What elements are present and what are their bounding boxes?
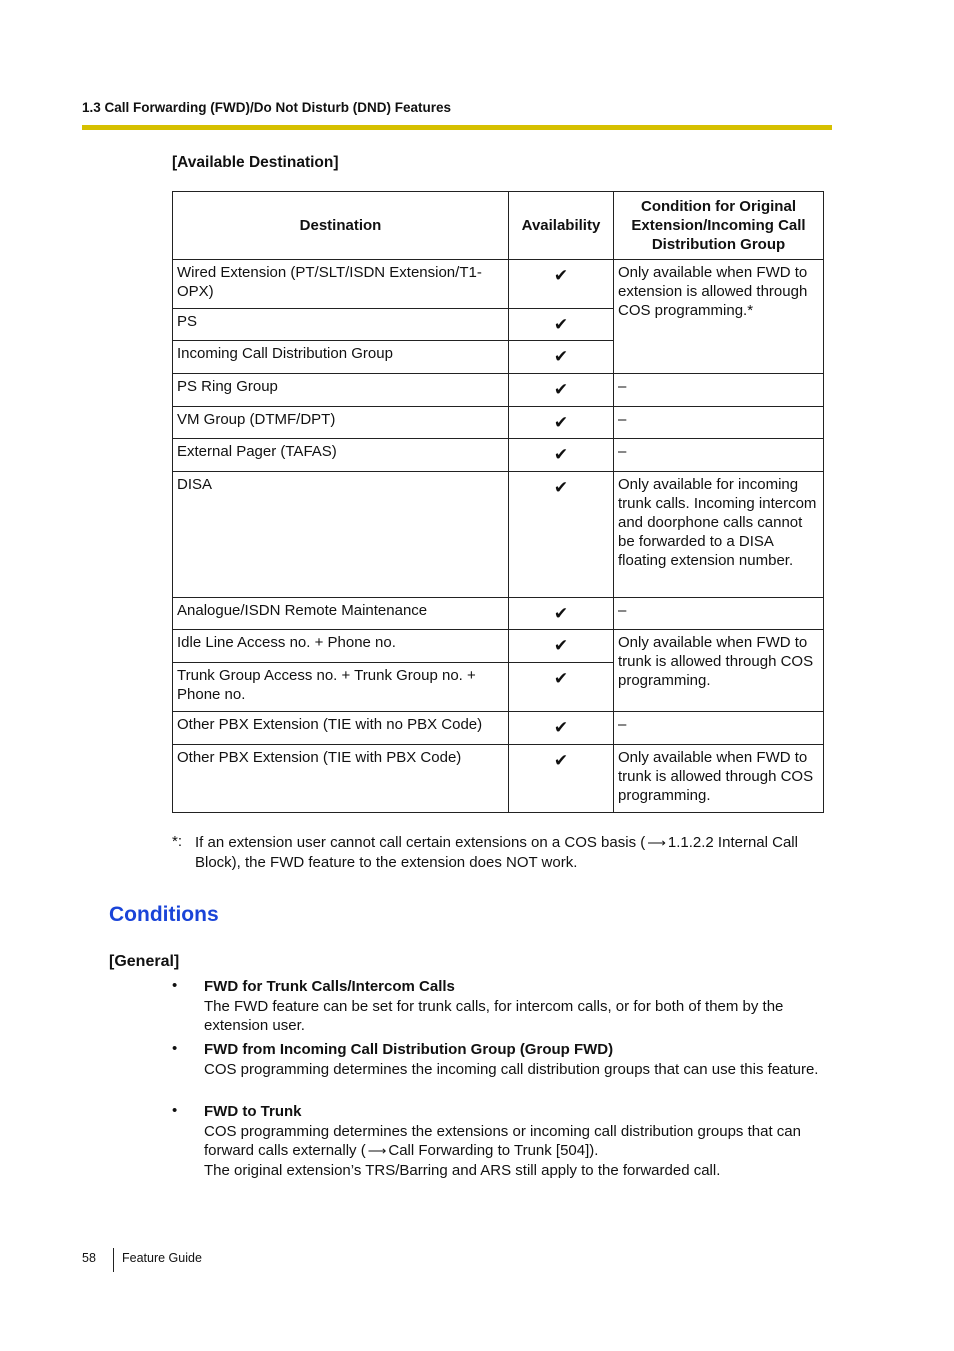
- destination-cell: Idle Line Access no. + Phone no.: [173, 630, 509, 663]
- footer-label: Feature Guide: [122, 1251, 202, 1265]
- availability-check: ✔: [509, 341, 614, 374]
- availability-check: ✔: [509, 439, 614, 472]
- condition-item-body: [204, 1122, 834, 1161]
- destination-cell: PS Ring Group: [173, 374, 509, 407]
- header-rule: [82, 125, 832, 130]
- availability-check: ✔: [509, 598, 614, 630]
- bullet-icon: •: [172, 977, 178, 994]
- destination-cell: Trunk Group Access no. + Trunk Group no. + Phone no.: [173, 663, 509, 712]
- condition-item-title: FWD to Trunk: [204, 1103, 302, 1120]
- col-header-destination: Destination: [173, 192, 509, 260]
- availability-check: ✔: [509, 745, 614, 813]
- condition-cell: –: [614, 407, 824, 439]
- section-title: [Available Destination]: [172, 154, 339, 171]
- table-row: [173, 630, 824, 663]
- table-row: [173, 598, 824, 630]
- condition-item: [204, 977, 834, 1036]
- page-number: 58: [82, 1251, 96, 1265]
- condition-item: [204, 1102, 834, 1180]
- running-header: 1.3 Call Forwarding (FWD)/Do Not Disturb (DND) Features: [82, 100, 452, 115]
- table-row: [173, 374, 824, 407]
- condition-item-body: The FWD feature can be set for trunk calls, for intercom calls, or for both of them by the extension user.: [204, 997, 784, 1034]
- destination-cell: Analogue/ISDN Remote Maintenance: [173, 598, 509, 630]
- table-row: [173, 439, 824, 472]
- availability-check: ✔: [509, 472, 614, 598]
- destination-cell: Wired Extension (PT/SLT/ISDN Extension/T1-OPX): [173, 260, 509, 309]
- condition-item-body-2: The original extension’s TRS/Barring and ARS still apply to the forwarded call.: [204, 1161, 721, 1179]
- footnote-text: [195, 833, 835, 873]
- table-row: [173, 472, 824, 598]
- col-header-condition: Condition for Original Extension/Incoming Call Distribution Group: [614, 192, 824, 260]
- availability-check: ✔: [509, 260, 614, 309]
- destination-cell: PS: [173, 309, 509, 341]
- footer-separator: [113, 1248, 114, 1272]
- table-row: [173, 407, 824, 439]
- arrow-right-icon: ⟶: [647, 835, 666, 851]
- condition-item-body-before: COS programming determines the extensions or incoming call distribution groups that can forward calls externally (: [204, 1122, 801, 1159]
- condition-cell: –: [614, 374, 824, 407]
- condition-item-body: COS programming determines the incoming call distribution groups that can use this feature.: [204, 1060, 819, 1078]
- destination-cell: External Pager (TAFAS): [173, 439, 509, 472]
- destination-cell: DISA: [173, 472, 509, 598]
- footnote-text-before: If an extension user cannot call certain extensions on a COS basis (: [195, 834, 646, 851]
- general-heading: [General]: [109, 953, 180, 970]
- col-header-availability: Availability: [509, 192, 614, 260]
- destination-cell: VM Group (DTMF/DPT): [173, 407, 509, 439]
- availability-check: ✔: [509, 630, 614, 663]
- destination-cell: Other PBX Extension (TIE with no PBX Code): [173, 712, 509, 745]
- condition-cell: –: [614, 439, 824, 472]
- destination-cell: Other PBX Extension (TIE with PBX Code): [173, 745, 509, 813]
- table-header-row: [173, 192, 824, 260]
- table-row: [173, 260, 824, 309]
- condition-cell: Only available when FWD to trunk is allowed through COS programming.: [614, 630, 824, 712]
- destination-cell: Incoming Call Distribution Group: [173, 341, 509, 374]
- arrow-right-icon: ⟶: [367, 1143, 387, 1159]
- condition-item-link-text[interactable]: Call Forwarding to Trunk [504]).: [388, 1142, 599, 1159]
- availability-check: ✔: [509, 309, 614, 341]
- condition-item-title: FWD for Trunk Calls/Intercom Calls: [204, 978, 455, 995]
- table-row: [173, 745, 824, 813]
- conditions-heading: Conditions: [109, 903, 219, 926]
- footnote-mark: *:: [172, 833, 183, 850]
- condition-cell: Only available for incoming trunk calls. Incoming intercom and doorphone calls cannot be forwarded to a DISA floating extension number.: [614, 472, 824, 598]
- availability-check: ✔: [509, 407, 614, 439]
- bullet-icon: •: [172, 1040, 178, 1057]
- condition-item-title: FWD from Incoming Call Distribution Group (Group FWD): [204, 1041, 614, 1058]
- availability-check: ✔: [509, 663, 614, 712]
- condition-item: [204, 1040, 834, 1079]
- table-row: [173, 712, 824, 745]
- condition-cell: –: [614, 712, 824, 745]
- availability-check: ✔: [509, 374, 614, 407]
- condition-cell: Only available when FWD to trunk is allowed through COS programming.: [614, 745, 824, 813]
- bullet-icon: •: [172, 1102, 178, 1119]
- availability-check: ✔: [509, 712, 614, 745]
- destination-table: [172, 191, 824, 813]
- condition-cell: Only available when FWD to extension is allowed through COS programming.*: [614, 260, 824, 374]
- condition-cell: –: [614, 598, 824, 630]
- footnote-link-text[interactable]: 1.1.2.2 Internal Call Block), the FWD feature to the extension does NOT work.: [195, 834, 798, 872]
